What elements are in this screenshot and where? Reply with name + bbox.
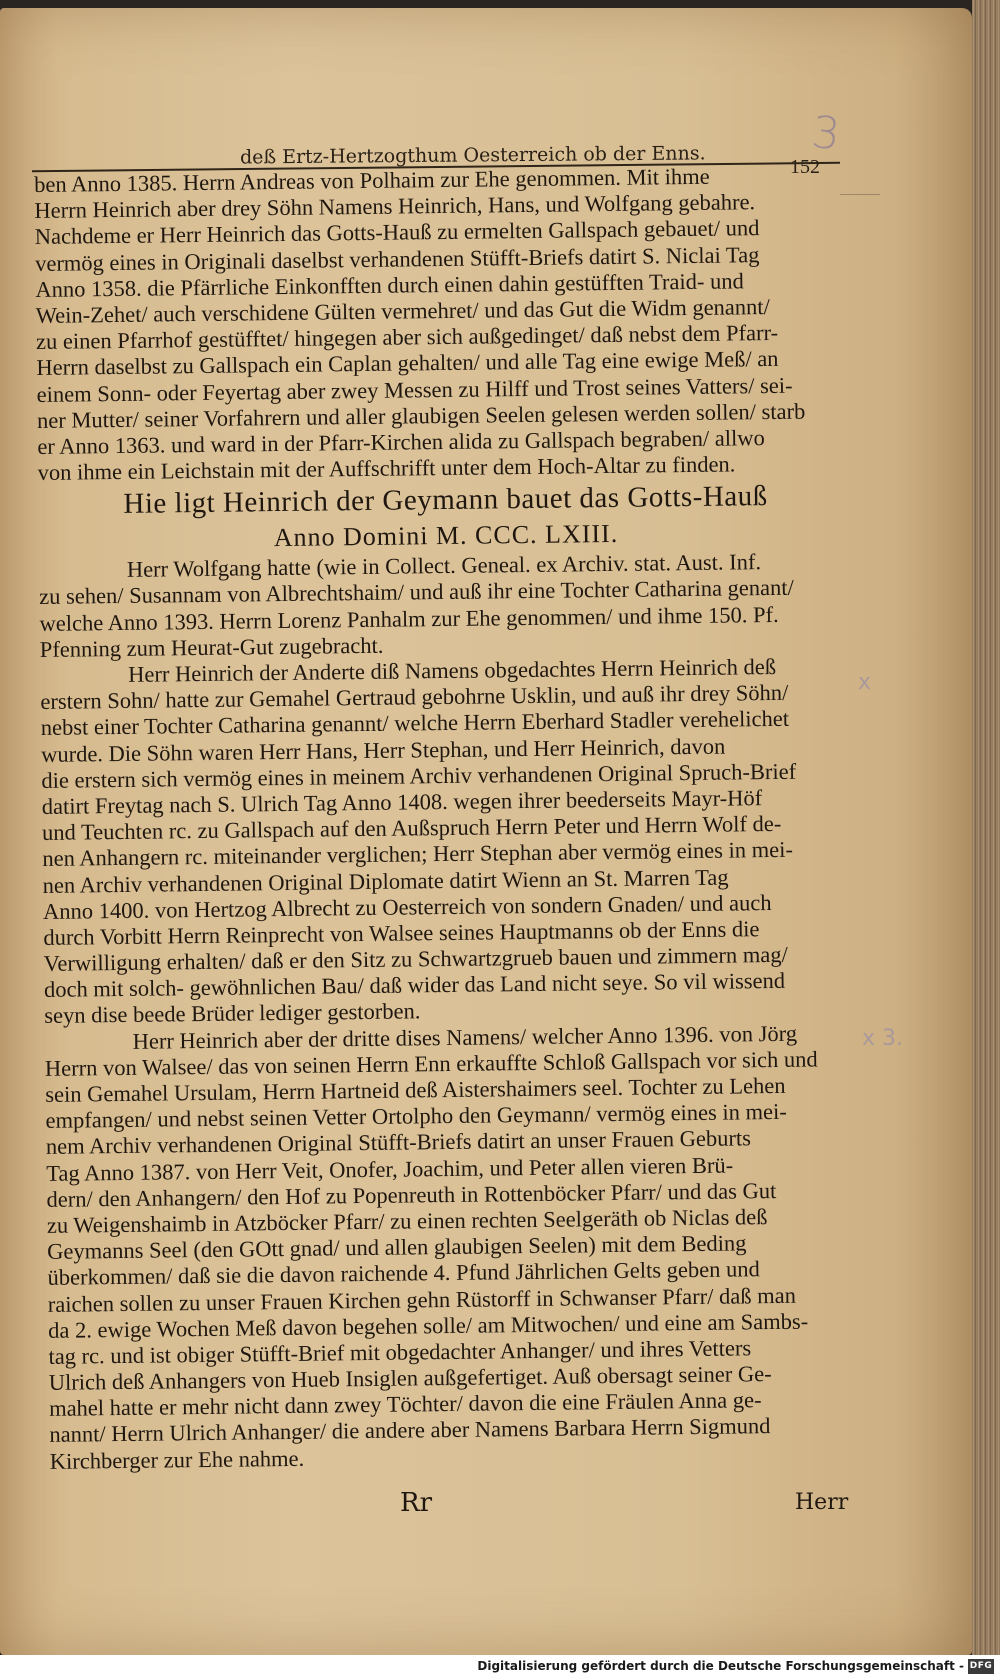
- dfg-logo: DFG: [968, 1659, 994, 1674]
- text-line: Herr Heinrich der Anderte diß Namens obgedachtes Herrn Heinrich deß: [127, 653, 777, 687]
- text-line: Verwilligung erhalten/ daß er den Sitz zu Schwartzgrueb bauen und zimmern mag/: [43, 941, 788, 977]
- inscription-line-1: Hie ligt Heinrich der Geymann bauet das Gotts-Hauß: [123, 480, 768, 521]
- text-line: wurde. Die Söhn waren Herr Hans, Herr Stephan, und Herr Heinrich, davon: [40, 733, 726, 767]
- text-line: Herrn Heinrich aber drey Söhn Namens Heinrich, Hans, und Wolfgang gebahre.: [34, 189, 756, 224]
- text-line: sein Gemahel Ursulam, Herrn Hartneid deß Aistershaimers seel. Tochter zu Lehen: [45, 1072, 786, 1107]
- text-line: ner Mutter/ seiner Vorfahrern und aller glaubigen Seelen gelesen werden sollen/ starb: [36, 398, 806, 433]
- text-line: Kirchberger zur Ehe nahme.: [49, 1445, 305, 1474]
- text-line: zu sehen/ Susannam von Albrechtshaim/ und auß ihr eine Tochter Catharina genant/: [39, 575, 794, 610]
- body-text: [34, 162, 865, 1475]
- text-line: Pfenning zum Heurat-Gut zugebracht.: [39, 632, 384, 662]
- text-line: er Anno 1363. und ward in der Pfarr-Kirchen alida zu Gallspach begraben/ allwo: [37, 424, 765, 459]
- text-line: mahel hatte er mehr nicht dann zwey Töchter/ davon die eine Fräulen Anna ge-: [48, 1387, 762, 1422]
- text-line: nem Archiv verhandenen Original Stüfft-Briefs datirt an unser Frauen Geburts: [45, 1125, 752, 1160]
- text-line: nen Anhangern rc. miteinander verglichen; Herr Stephan aber vermög eines in mei-: [42, 837, 794, 872]
- funding-notice: Digitalisierung gefördert durch die Deutsche Forschungsgemeinschaft -: [477, 1659, 964, 1673]
- text-line: dern/ den Anhangern/ den Hof zu Popenreuth in Rottenböcker Pfarr/ und das Gut: [46, 1177, 777, 1212]
- text-line: zu einen Pfarrhof gestüfftet/ hingegen aber sich außgedinget/ daß nebst dem Pfarr-: [35, 320, 779, 355]
- text-line: welche Anno 1393. Herrn Lorenz Panhalm zur Ehe genommen/ und ihme 150. Pf.: [39, 601, 779, 636]
- page-edge-stack: [972, 0, 1000, 1655]
- text-line: und Teuchten rc. zu Gallspach auf den Außspruch Herrn Peter und Herrn Wolf de-: [41, 811, 782, 846]
- text-line: nebst einer Tochter Catharina genannt/ welche Herrn Eberhard Stadler verehelichet: [40, 706, 790, 741]
- text-line: überkommen/ daß sie die davon raichende 4. Pfund Jährlichen Gelts geben und: [47, 1256, 760, 1291]
- text-line: Herr Wolfgang hatte (wie in Collect. Geneal. ex Archiv. stat. Aust. Inf.: [126, 549, 762, 583]
- text-line: Geymanns Seel (den GOtt gnad/ und allen glaubigen Seelen) mit dem Beding: [47, 1230, 747, 1265]
- text-line: Tag Anno 1387. von Herr Veit, Onofer, Joachim, und Peter allen vieren Brü-: [46, 1152, 734, 1186]
- footer-bar: [0, 1655, 1000, 1680]
- text-line: Wein-Zehet/ auch verschidene Gülten vermehret/ und das Gut die Widm genannt/: [35, 293, 770, 328]
- text-line: durch Vorbitt Herrn Reinprecht von Walsee seines Hauptmanns ob der Enns die: [43, 916, 760, 950]
- margin-annotation: x 3.: [862, 1026, 904, 1051]
- text-line: vermög eines in Originali daselbst verhandenen Stüfft-Briefs datirt S. Niclai Tag: [34, 241, 760, 276]
- inscription-line-2: Anno Domini M. CCC. LXIII.: [273, 519, 619, 553]
- text-line: nen Archiv verhandenen Original Diplomate datirt Wienn an St. Marren Tag: [42, 864, 729, 898]
- text-line: einem Sonn- oder Feyertag aber zwey Messen zu Hilff und Trost seines Vatters/ sei-: [36, 372, 793, 407]
- text-line: Herr Heinrich aber der dritte dises Namens/ welcher Anno 1396. von Jörg: [132, 1020, 798, 1054]
- text-line: tag rc. und ist obiger Stüfft-Brief mit obgedachter Anhanger/ und ihres Vetters: [48, 1335, 752, 1369]
- text-line: datirt Freytag nach S. Ulrich Tag Anno 1408. wegen ihrer beederseits Mayr-Höf: [41, 785, 763, 819]
- text-line: erstern Sohn/ hatte zur Gemahel Gertraud gebohrne Usklin, und auß ihr drey Söhn/: [40, 680, 789, 715]
- text-line: Anno 1400. von Hertzog Albrecht zu Oesterreich von sondern Gnaden/ und auch: [42, 889, 772, 924]
- pencil-page-number: 3: [809, 106, 843, 161]
- catchword: Herr: [795, 1490, 849, 1515]
- book-page: [0, 8, 972, 1655]
- text-line: zu Weigenshaimb in Atzböcker Pfarr/ zu einen rechten Seelgeräth ob Niclas deß: [46, 1204, 768, 1238]
- running-head: deß Ertz-Hertzogthum Oesterreich ob der Enns.: [239, 142, 706, 169]
- text-line: Anno 1358. die Pfärrliche Einkonfften durch einen dahin gestüfften Traid- und: [35, 268, 744, 302]
- text-line: Ulrich deß Anhangers von Hueb Insiglen außgefertiget. Auß obersagt seiner Ge-: [48, 1361, 772, 1395]
- text-line: ben Anno 1385. Herrn Andreas von Polhaim zur Ehe genommen. Mit ihme: [34, 163, 710, 197]
- text-line: Herrn von Walsee/ das von seinen Herrn Enn erkauffte Schloß Gallspach vor sich und: [44, 1046, 818, 1081]
- text-line: Nachdeme er Herr Heinrich das Gotts-Hauß zu ermelten Gallspach gebauet/ und: [34, 215, 760, 250]
- text-line: nannt/ Herrn Ulrich Anhanger/ die andere aber Namens Barbara Herrn Sigmund: [49, 1413, 771, 1448]
- text-line: da 2. ewige Wochen Meß davon begehen solle/ am Mitwochen/ und eine am Sambs-: [47, 1308, 809, 1343]
- text-line: raichen sollen zu unser Frauen Kirchen gehn Rüstorff in Schwanser Pfarr/ daß man: [47, 1282, 797, 1317]
- text-line: seyn dise beede Brüder lediger gestorben.: [44, 998, 421, 1029]
- text-line: doch mit solch- gewöhnlichen Bau/ daß wider das Land nicht seye. So vil wissend: [43, 968, 786, 1003]
- text-line: empfangen/ und nebst seinen Vetter Ortolpho den Geymann/ vermög eines in mei-: [45, 1099, 787, 1134]
- signature-mark: Rr: [400, 1488, 433, 1518]
- page-number: 152: [790, 156, 820, 178]
- text-line: die erstern sich vermög eines in meinem Archiv verhandenen Original Spruch-Brief: [41, 758, 797, 793]
- margin-annotation: x: [858, 670, 872, 695]
- text-line: von ihme ein Leichstain mit der Auffschrifft unter dem Hoch-Altar zu finden.: [37, 451, 736, 486]
- text-line: Herrn daselbst zu Gallspach ein Caplan gehalten/ und alle Tag eine ewige Meß/ an: [36, 346, 779, 381]
